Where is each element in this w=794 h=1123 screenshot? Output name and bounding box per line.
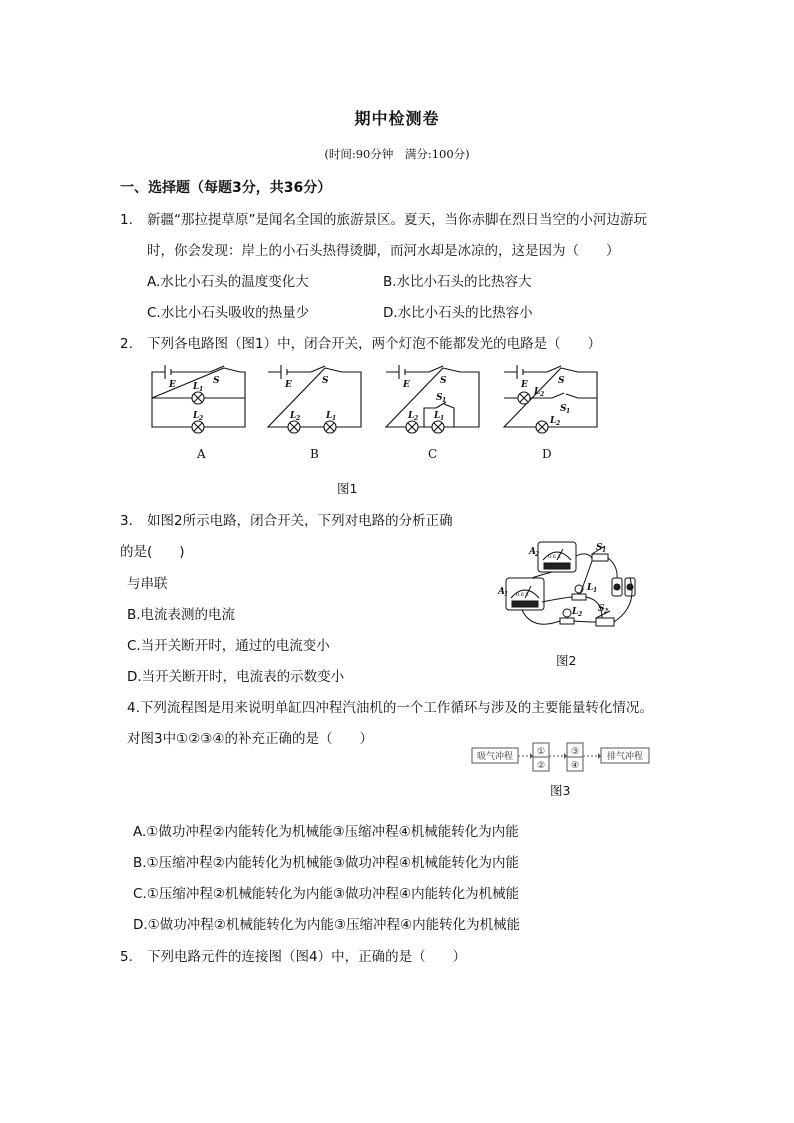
question-number: 5. — [120, 949, 133, 965]
question-number: 1. — [120, 212, 133, 228]
lamp-label: L — [534, 387, 541, 397]
lamp-label: L — [290, 411, 297, 421]
question-4-option-b: B.①压缩冲程②内能转化为机械能③做功冲程④机械能转化为内能 — [133, 855, 519, 871]
ammeter-subscript: 1 — [504, 591, 509, 598]
switch-label: S — [440, 376, 447, 386]
question-4-stem: 4.下列流程图是用来说明单缸四冲程汽油机的一个工作循环与涉及的主要能量转化情况。 — [127, 700, 653, 716]
switch-subscript: 2 — [604, 608, 609, 615]
lamp-label: L — [193, 382, 200, 392]
question-4-option-d: D.①做功冲程②机械能转化为内能③压缩冲程④内能转化为机械能 — [133, 917, 521, 933]
option-label-b: B — [310, 447, 319, 461]
lamp-label: L — [572, 607, 579, 617]
meter-scale: 0.6 3 — [548, 554, 561, 560]
question-1-option-c: C.水比小石头吸收的热量少 — [147, 305, 310, 321]
lamp-subscript: 2 — [556, 420, 561, 427]
question-text: 下列电路元件的连接图（图4）中，正确的是（ ） — [147, 949, 467, 965]
option-label-c: C — [428, 447, 438, 461]
lamp-subscript: 2 — [296, 415, 301, 422]
question-3-option-b: B.电流表测的电流 — [127, 607, 236, 623]
question-text: 如图2所示电路，闭合开关，下列对电路的分析正确 — [147, 513, 453, 529]
circuit-c — [386, 365, 479, 433]
lamp-subscript: 2 — [578, 611, 583, 618]
switch-subscript: 1 — [602, 547, 607, 554]
exam-info: (时间:90分钟 满分:100分) — [324, 147, 470, 161]
switch-label: S — [560, 404, 567, 414]
page-title: 期中检测卷 — [354, 109, 440, 128]
question-5-stem — [120, 945, 466, 965]
lamp-subscript: 2 — [414, 415, 419, 422]
question-1-option-a: A.水比小石头的温度变化大 — [147, 274, 309, 290]
lamp-label: L — [587, 583, 594, 593]
lamp-subscript: 1 — [440, 415, 445, 422]
section-heading: 一、选择题（每题3分，共36分） — [120, 180, 332, 196]
question-1-stem — [120, 208, 647, 228]
question-2-stem — [120, 332, 601, 352]
lamp-subscript: 1 — [332, 415, 337, 422]
question-text: 下列各电路图（图1）中，闭合开关，两个灯泡不能都发光的电路是（ ） — [147, 336, 602, 352]
ammeter-subscript: 2 — [535, 551, 540, 558]
question-4-option-c: C.①压缩冲程②机械能转化为内能③做功冲程④内能转化为机械能 — [133, 886, 520, 902]
flow-box2-bottom: ④ — [570, 761, 580, 771]
question-1-option-d: D.水比小石头的比热容小 — [383, 305, 533, 321]
question-4-option-a: A.①做功冲程②内能转化为机械能③压缩冲程④机械能转化为内能 — [133, 824, 519, 840]
flow-box2-top: ③ — [570, 747, 580, 757]
ammeter-label: A — [529, 547, 536, 557]
option-label-a: A — [197, 447, 206, 461]
question-1-stem-cont: 时，你会发现：岸上的小石头热得烫脚，而河水却是冰凉的，这是因为（ ） — [147, 243, 620, 259]
figure-2-caption: 图2 — [556, 653, 577, 668]
switch-label: S — [213, 376, 220, 386]
battery-label: E — [169, 380, 176, 390]
lamp-subscript: 1 — [199, 386, 204, 393]
lamp-subscript: 2 — [540, 391, 545, 398]
switch-label: S — [558, 376, 565, 386]
meter-scale: 0.6 3 — [516, 592, 529, 598]
switch-label: S — [436, 393, 443, 403]
lamp-subscript: 1 — [593, 587, 598, 594]
flow-end-text: 排气冲程 — [606, 752, 644, 762]
switch-label: S — [598, 604, 605, 614]
lamp-label: L — [434, 411, 441, 421]
figure-1-circuits — [140, 360, 620, 468]
question-3-option-c: C.当开关断开时，通过的电流变小 — [127, 638, 330, 654]
question-3-option-a: 与串联 — [127, 576, 168, 592]
circuit-a — [152, 365, 245, 433]
switch-subscript: 1 — [566, 408, 571, 415]
question-3-stem-cont: 的是( ) — [120, 544, 185, 560]
battery-label: E — [403, 380, 410, 390]
figure-1-caption: 图1 — [337, 481, 358, 496]
lamp-label: L — [408, 411, 415, 421]
question-number: 2. — [120, 336, 133, 352]
lamp-l1 — [572, 585, 586, 600]
switch-label: S — [596, 543, 603, 553]
battery-label: E — [285, 380, 292, 390]
battery-label: E — [521, 380, 528, 390]
lamp-label: L — [550, 416, 557, 426]
switch-label: S — [322, 376, 329, 386]
question-number: 3. — [120, 513, 133, 529]
circuit-b — [268, 365, 361, 433]
flow-box1-top: ① — [536, 747, 546, 757]
switch-subscript: 1 — [442, 397, 447, 404]
flow-box1-bottom: ② — [536, 761, 546, 771]
figure-2-circuit-sketch — [492, 536, 652, 648]
lamp-label: L — [326, 411, 333, 421]
question-1-option-b: B.水比小石头的比热容大 — [383, 274, 532, 290]
lamp-label: L — [193, 411, 200, 421]
figure-3-caption: 图3 — [550, 783, 571, 798]
question-text: 新疆“那拉提草原”是闻名全国的旅游景区。夏天，当你赤脚在烈日当空的小河边游玩 — [147, 212, 647, 228]
lamp-subscript: 2 — [199, 415, 204, 422]
question-4-stem-cont: 对图3中①②③④的补充正确的是（ ） — [127, 731, 373, 747]
question-3-option-d: D.当开关断开时，电流表的示数变小 — [127, 669, 345, 685]
figure-3-flowchart — [470, 741, 652, 775]
flow-start-text: 吸气冲程 — [476, 752, 514, 762]
ammeter-label: A — [498, 587, 505, 597]
option-label-d: D — [542, 447, 552, 461]
question-3-stem — [120, 509, 453, 529]
